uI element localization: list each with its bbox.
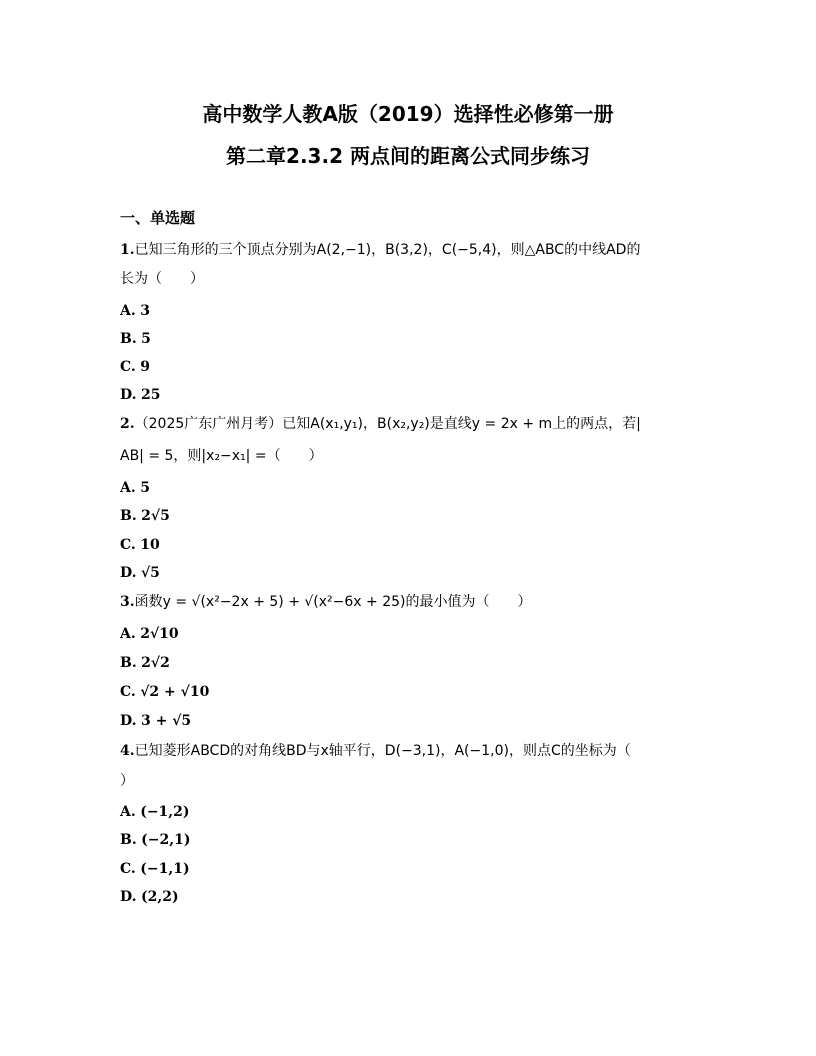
option-text: 10 [140,537,160,553]
question-number: 2. [120,416,135,432]
question-number: 1. [120,242,135,258]
question-number: 3. [120,594,135,610]
option-text: √2 + √10 [140,684,210,700]
option-label: C. [120,359,136,375]
question-3-stem-line1 [120,592,532,612]
option-label: B. [120,331,137,347]
question-4-option-d[interactable] [120,887,179,907]
question-4-option-b[interactable] [120,830,191,850]
question-2-stem-line1 [120,414,641,434]
section-heading: 一、单选题 [120,209,196,227]
option-text: 3 + √5 [140,713,192,729]
option-label: A. [120,804,136,820]
question-1-option-c[interactable] [120,357,150,377]
question-text: 已知菱形ABCD的对角线BD与x轴平行，D(−3,1)，A(−1,0)，则点C的坐标为（ [134,743,631,759]
option-text: 2√10 [140,626,179,642]
option-text: (−2,1) [141,832,191,848]
question-4-stem-line1 [120,741,631,761]
question-1-option-d[interactable] [120,385,160,405]
question-text: 函数y = √(x²−2x + 5) + √(x²−6x + 25)的最小值为（ ） [134,594,532,610]
option-label: D. [120,387,137,403]
option-text: 3 [140,303,150,319]
question-2-option-b[interactable] [120,506,170,526]
question-4-option-a[interactable] [120,802,190,822]
document-title-line2: 第二章2.3.2 两点间的距离公式同步练习 [226,144,590,168]
option-label: C. [120,537,136,553]
question-1-stem-line1 [120,240,640,260]
question-4-option-c[interactable] [120,859,190,879]
option-text: 25 [140,387,161,403]
question-1-option-b[interactable] [120,329,151,349]
question-1-option-a[interactable] [120,301,150,321]
option-label: B. [120,508,137,524]
option-label: C. [120,861,136,877]
question-3-option-d[interactable] [120,711,191,731]
question-number: 4. [120,743,135,759]
question-text: 长为（ ） [120,271,204,287]
option-label: D. [120,713,137,729]
option-label: A. [120,480,136,496]
option-text: 5 [140,480,150,496]
question-3-option-b[interactable] [120,653,170,673]
question-text: 已知三角形的三个顶点分别为A(2,−1)，B(3,2)，C(−5,4)，则△ABC的中线AD的 [134,242,641,258]
question-2-option-d[interactable] [120,563,160,583]
question-3-option-a[interactable] [120,624,179,644]
option-label: D. [120,889,137,905]
option-label: D. [120,565,137,581]
option-label: B. [120,655,137,671]
option-label: A. [120,626,136,642]
option-text: 2√5 [141,508,170,524]
question-4-stem-line2 [120,771,134,791]
option-text: (2,2) [140,889,179,905]
option-label: C. [120,684,136,700]
question-text: ） [120,773,134,789]
option-text: √5 [140,565,160,581]
question-2-stem-line2 [120,446,323,466]
option-text: 5 [141,331,151,347]
question-3-option-c[interactable] [120,682,209,702]
question-text: （2025广东广州月考）已知A(x₁,y₁)，B(x₂,y₂)是直线y = 2x + m上的两点，若| [134,416,641,432]
option-text: (−1,2) [140,804,190,820]
question-2-option-c[interactable] [120,535,160,555]
question-text: AB| = 5，则|x₂−x₁| =（ ） [120,448,323,464]
question-2-option-a[interactable] [120,478,150,498]
option-text: (−1,1) [140,861,190,877]
option-text: 9 [140,359,150,375]
option-label: A. [120,303,136,319]
option-label: B. [120,832,137,848]
question-1-stem-line2 [120,269,204,289]
document-title-line1: 高中数学人教A版（2019）选择性必修第一册 [202,102,614,126]
option-text: 2√2 [141,655,170,671]
